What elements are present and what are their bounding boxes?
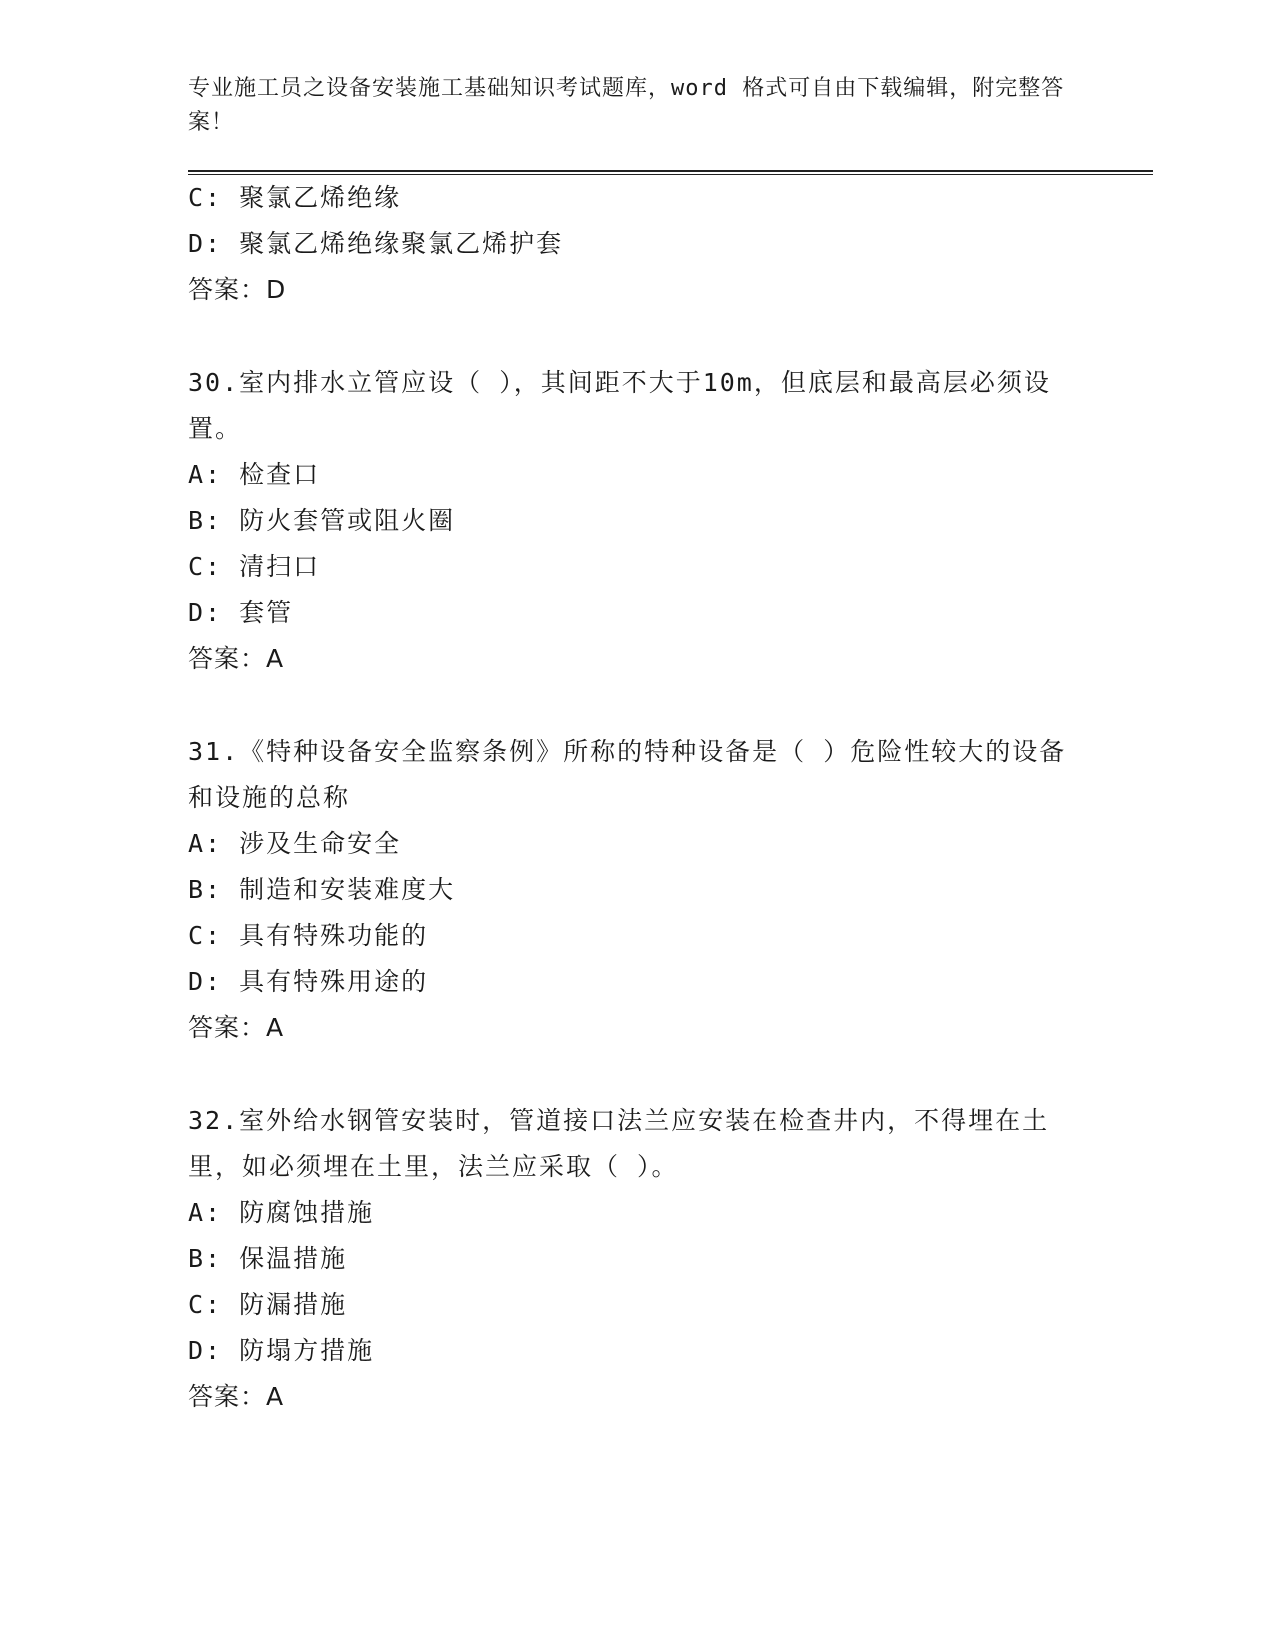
question-stem: 31.《特种设备安全监察条例》所称的特种设备是（ ）危险性较大的设备和设施的总称 xyxy=(188,737,1067,812)
question-stem: 30.室内排水立管应设（ ），其间距不大于10m，但底层和最高层必须设置。 xyxy=(188,368,1051,443)
option-a: A: 涉及生命安全 xyxy=(188,829,402,858)
option-c: C: 聚氯乙烯绝缘 xyxy=(188,183,402,212)
option-d: D: 套管 xyxy=(188,598,294,627)
option-a: A: 检查口 xyxy=(188,460,321,489)
question-31 xyxy=(188,729,1153,1051)
option-d: D: 聚氯乙烯绝缘聚氯乙烯护套 xyxy=(188,229,564,258)
option-b: B: 防火套管或阻火圈 xyxy=(188,506,456,535)
option-b: B: 保温措施 xyxy=(188,1244,348,1273)
option-c: C: 具有特殊功能的 xyxy=(188,921,429,950)
question-32 xyxy=(188,1098,1153,1420)
answer-line: 答案：A xyxy=(188,1013,285,1042)
document-page xyxy=(188,72,1153,1420)
question-30 xyxy=(188,360,1153,682)
option-c: C: 清扫口 xyxy=(188,552,321,581)
answer-line: 答案：A xyxy=(188,1382,285,1411)
option-b: B: 制造和安装难度大 xyxy=(188,875,456,904)
option-d: D: 具有特殊用途的 xyxy=(188,967,429,996)
document-header: 专业施工员之设备安装施工基础知识考试题库，word 格式可自由下载编辑，附完整答案！ xyxy=(188,76,1065,135)
answer-line: 答案：A xyxy=(188,644,285,673)
answer-line: 答案：D xyxy=(188,275,287,304)
continued-question xyxy=(188,175,1153,313)
option-c: C: 防漏措施 xyxy=(188,1290,348,1319)
question-stem: 32.室外给水钢管安装时，管道接口法兰应安装在检查井内，不得埋在土里，如必须埋在土里，法兰应采取（ ）。 xyxy=(188,1106,1050,1181)
option-a: A: 防腐蚀措施 xyxy=(188,1198,375,1227)
option-d: D: 防塌方措施 xyxy=(188,1336,375,1365)
